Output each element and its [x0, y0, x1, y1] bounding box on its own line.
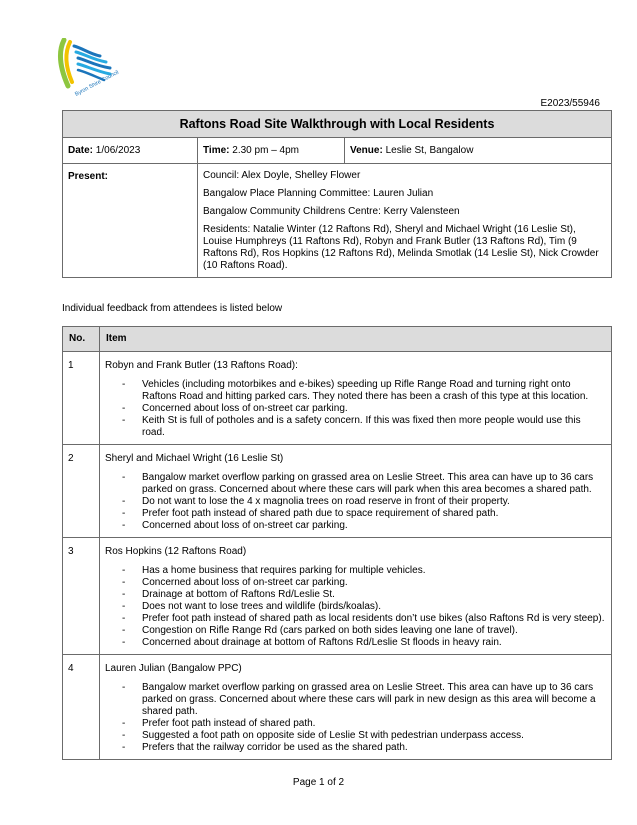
feedback-point: - Concerned about loss of on-street car parking. [105, 520, 605, 532]
row-number: 3 [63, 538, 100, 655]
byron-shire-council-logo-icon [56, 38, 122, 100]
feedback-point: - Concerned about loss of on-street car parking. [105, 403, 605, 415]
feedback-point: - Do not want to lose the 4 x magnolia trees on road reserve in front of their property. [105, 496, 605, 508]
present-label-cell [63, 164, 198, 278]
feedback-point: - Congestion on Rifle Range Rd (cars parked on both sides leaving one lane of travel). [105, 625, 605, 637]
reference-number: E2023/55946 [540, 98, 600, 109]
present-council: Council: Alex Doyle, Shelley Flower [203, 170, 361, 181]
present-list [198, 164, 612, 278]
feedback-points [105, 379, 605, 439]
feedback-points [105, 472, 605, 532]
feedback-point: - Prefer foot path instead of shared path due to space requirement of shared path. [105, 508, 605, 520]
feedback-point: - Has a home business that requires parking for multiple vehicles. [105, 565, 605, 577]
page-number: Page 1 of 2 [292, 777, 345, 788]
intro-text: Individual feedback from attendees is listed below [62, 303, 283, 314]
feedback-points [105, 682, 605, 754]
row-number: 1 [63, 352, 100, 445]
feedback-row [63, 352, 612, 445]
time-label: Time: [203, 145, 230, 156]
attendee-name: Ros Hopkins (12 Raftons Road) [105, 546, 247, 557]
feedback-row [63, 445, 612, 538]
council-logo [56, 38, 122, 100]
feedback-point: - Prefers that the railway corridor be used as the shared path. [105, 742, 605, 754]
feedback-point: - Concerned about drainage at bottom of Raftons Rd/Leslie St floods in heavy rain. [105, 637, 605, 649]
feedback-points [105, 565, 605, 649]
venue-value: Leslie St, Bangalow [385, 145, 474, 156]
attendee-name: Robyn and Frank Butler (13 Raftons Road): [105, 360, 298, 371]
feedback-point: - Does not want to lose trees and wildlife (birds/koalas). [105, 601, 605, 613]
feedback-point: - Concerned about loss of on-street car parking. [105, 577, 605, 589]
feedback-item [100, 655, 612, 760]
date-label: Date: [68, 145, 94, 156]
time-value: 2.30 pm – 4pm [232, 145, 299, 156]
logo-text: Byron Shire Council [74, 69, 120, 98]
feedback-point: - Bangalow market overflow parking on grassed area on Leslie Street. This area can have up to 36 cars parked on grass. Concerned about where these cars will park in new design as this area will become a shared path. [105, 682, 605, 718]
date-cell [63, 138, 198, 164]
feedback-table [62, 326, 612, 760]
feedback-point: - Bangalow market overflow parking on grassed area on Leslie Street. This area can have up to 36 cars parked on grass. Concerned about where these cars will park when this area becomes a shared path. [105, 472, 605, 496]
present-ppc: Bangalow Place Planning Committee: Lauren Julian [203, 188, 434, 199]
feedback-item [100, 538, 612, 655]
venue-label: Venue: [350, 145, 383, 156]
attendee-name: Lauren Julian (Bangalow PPC) [105, 663, 242, 674]
meeting-info-table [62, 110, 612, 278]
attendee-name: Sheryl and Michael Wright (16 Leslie St) [105, 453, 284, 464]
time-cell [198, 138, 345, 164]
column-header-item: Item [100, 327, 612, 352]
feedback-item [100, 445, 612, 538]
row-number: 4 [63, 655, 100, 760]
feedback-point: - Keith St is full of potholes and is a safety concern. If this was fixed then more people would use this road. [105, 415, 605, 439]
feedback-point: - Vehicles (including motorbikes and e-bikes) speeding up Rifle Range Road and turning right onto Raftons Road and hitting parked cars. They noted there has been a crash of this type at this location. [105, 379, 605, 403]
feedback-point: - Drainage at bottom of Raftons Rd/Leslie St. [105, 589, 605, 601]
row-number: 2 [63, 445, 100, 538]
column-header-no: No. [63, 327, 100, 352]
venue-cell [345, 138, 612, 164]
feedback-point: - Suggested a foot path on opposite side of Leslie St with pedestrian underpass access. [105, 730, 605, 742]
document-title: Raftons Road Site Walkthrough with Local Residents [63, 111, 612, 138]
feedback-row [63, 538, 612, 655]
date-value: 1/06/2023 [95, 145, 141, 156]
feedback-point: - Prefer foot path instead of shared path. [105, 718, 605, 730]
feedback-item [100, 352, 612, 445]
present-childrens-centre: Bangalow Community Childrens Centre: Kerry Valensteen [203, 206, 460, 217]
feedback-point: - Prefer foot path instead of shared path as local residents don’t use bikes (also Raftons Rd is very steep). [105, 613, 605, 625]
present-residents: Residents: Natalie Winter (12 Raftons Rd), Sheryl and Michael Wright (16 Leslie St), Louise Humphreys (11 Raftons Rd), Robyn and Frank Butler (13 Raftons Rd), Tim (9 Raftons Rd), Ros Hopkins (12 Raftons Rd), Melinda Smotlak (14 Leslie St), Nick Crowder (10 Raftons Road). [203, 224, 599, 271]
present-label: Present: [68, 171, 109, 182]
feedback-row [63, 655, 612, 760]
